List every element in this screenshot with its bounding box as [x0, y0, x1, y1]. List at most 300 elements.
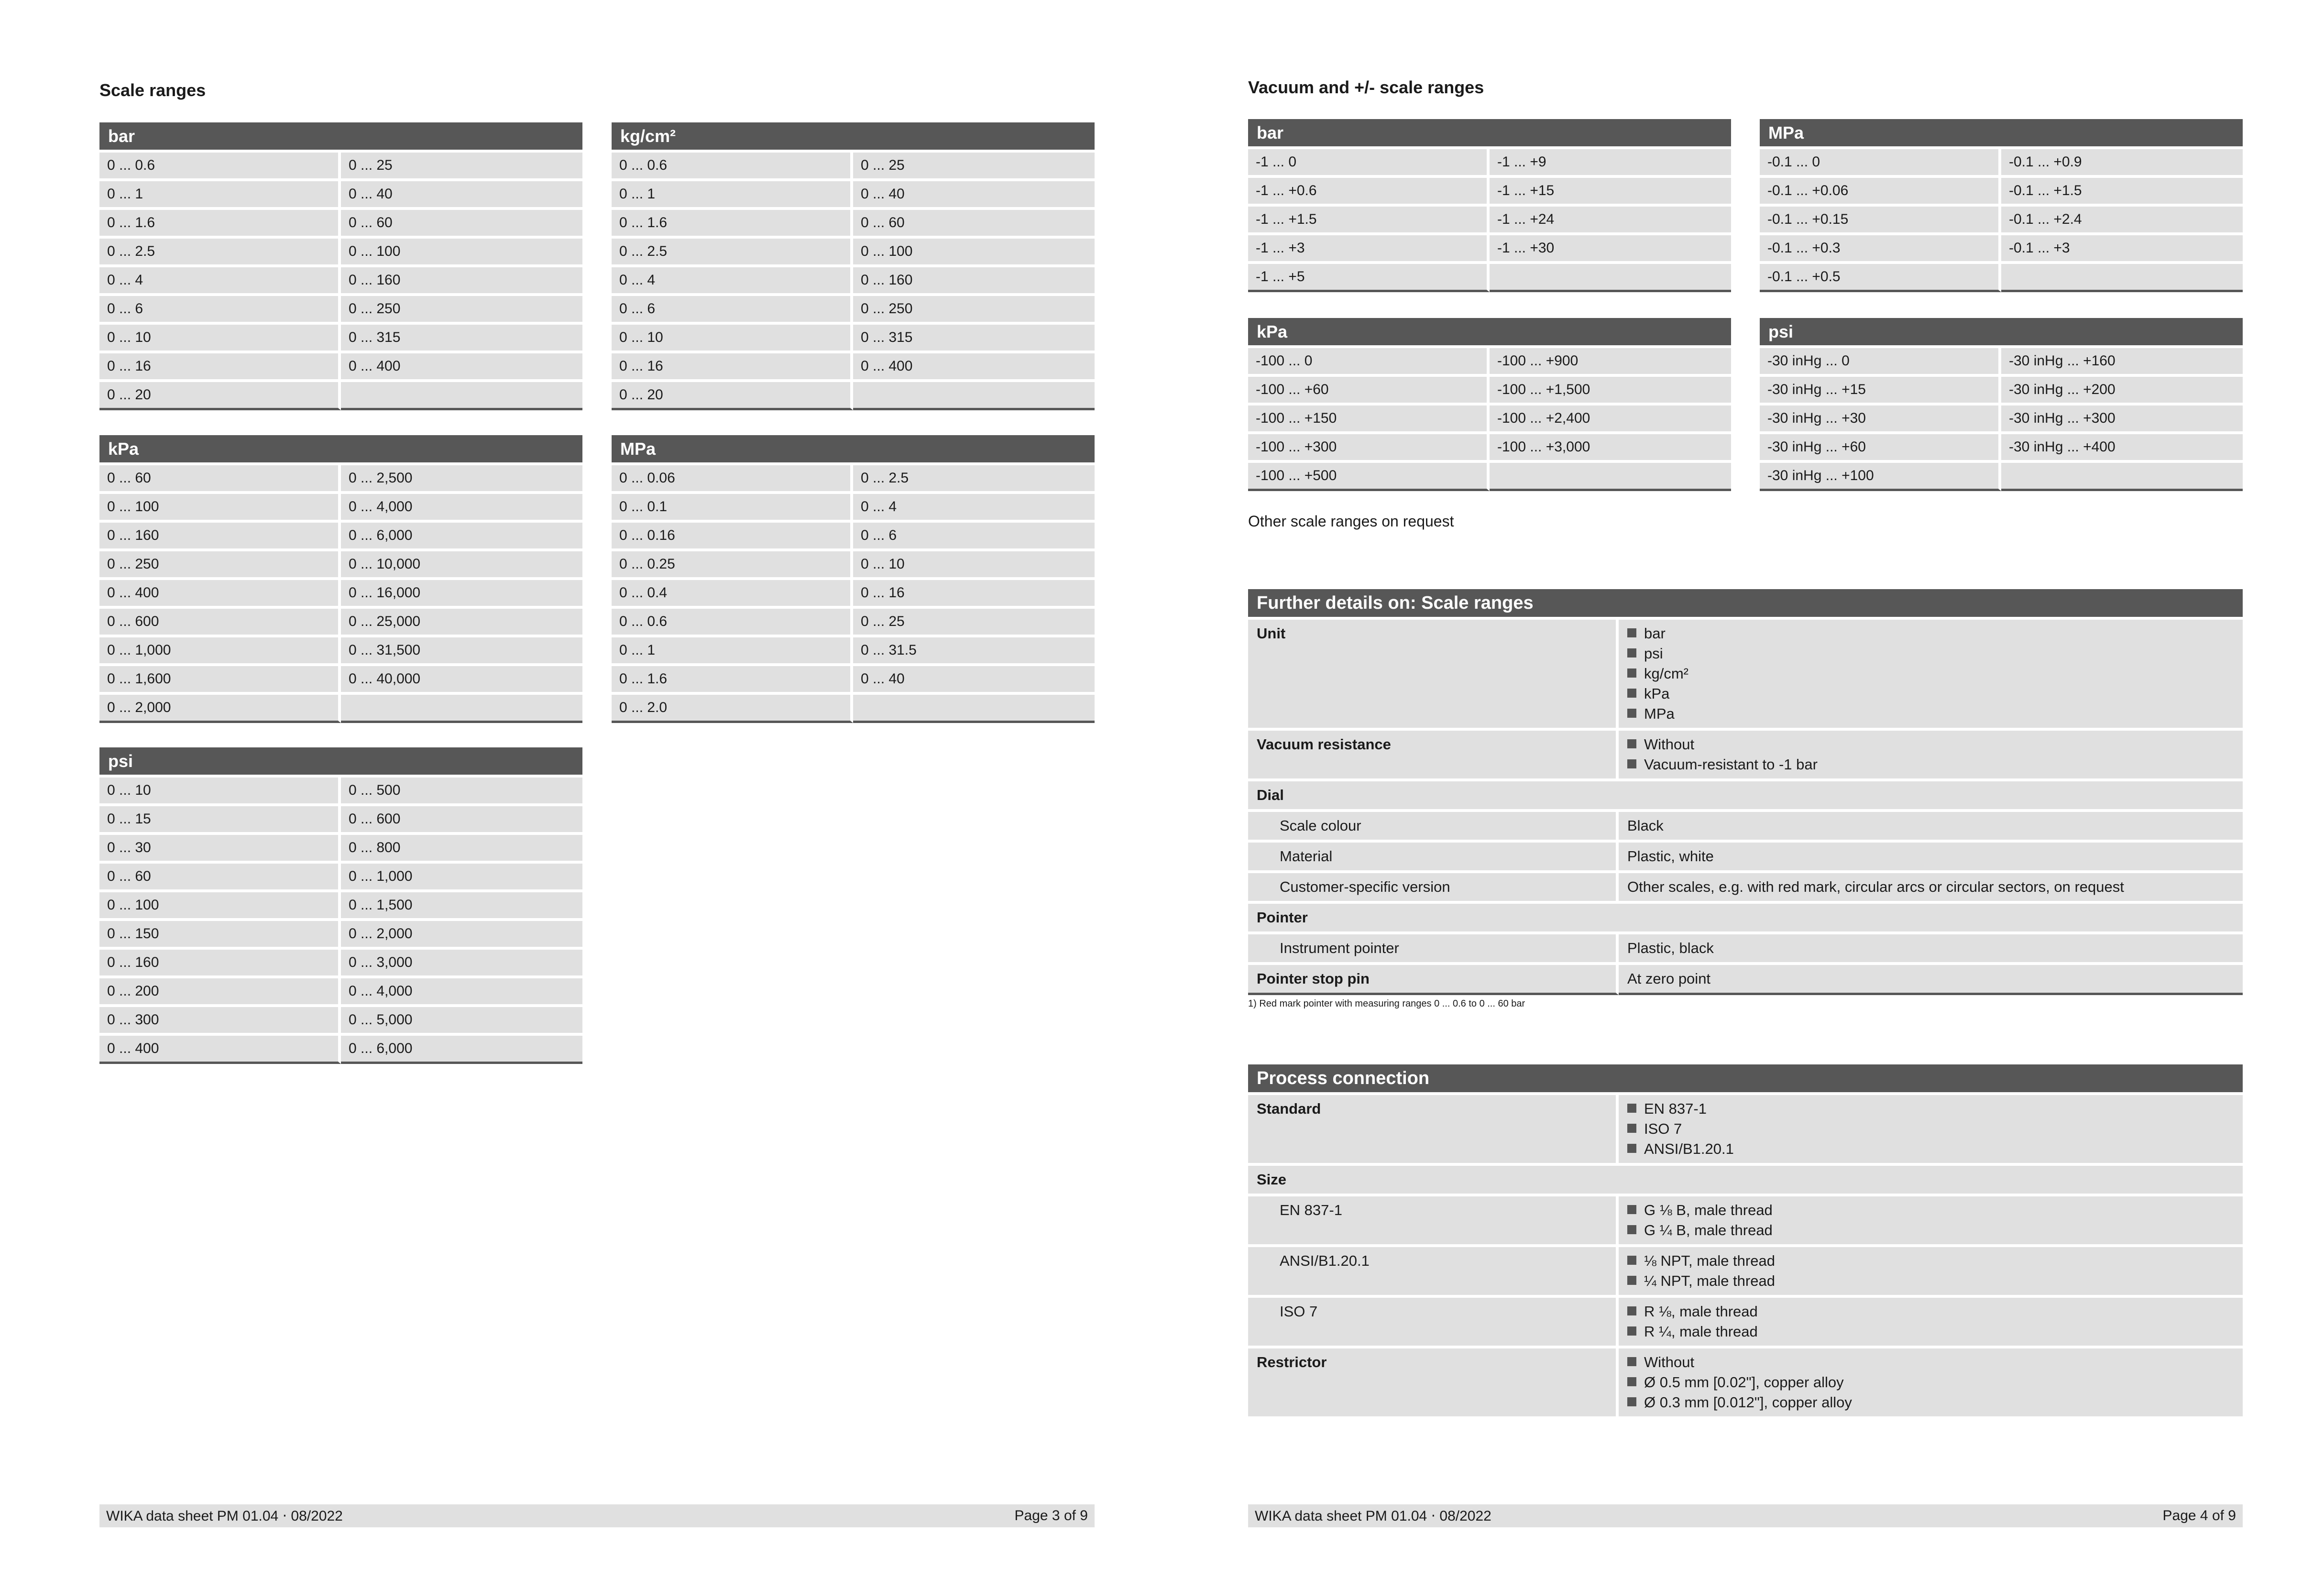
table-row — [1248, 264, 1731, 292]
range-cell: 0 ... 4 — [612, 267, 853, 293]
range-cell: 0 ... 10 — [612, 325, 853, 351]
range-cell: -30 inHg ... +400 — [2001, 434, 2243, 460]
table-row — [99, 239, 582, 264]
range-cell: 0 ... 3,000 — [341, 950, 582, 975]
range-cell: 0 ... 6 — [612, 296, 853, 322]
table-row — [99, 921, 582, 947]
range-cell: 0 ... 400 — [853, 353, 1095, 379]
range-cell: -100 ... +60 — [1248, 377, 1490, 403]
range-cell: -0.1 ... 0 — [1760, 149, 2001, 175]
table-row — [99, 1036, 582, 1064]
range-cell: 0 ... 500 — [341, 778, 582, 803]
range-cell: 0 ... 250 — [341, 296, 582, 322]
list-item — [1627, 664, 2234, 684]
section-title-scale-ranges: Scale ranges — [99, 80, 206, 100]
footer-page-number: Page 3 of 9 — [1014, 1508, 1088, 1523]
list-item — [1627, 624, 2234, 644]
range-cell — [853, 695, 1095, 723]
range-cell: -30 inHg ... 0 — [1760, 348, 2001, 374]
pointer-stop-pin-value: At zero point — [1619, 965, 2243, 995]
table-psi — [99, 745, 582, 1067]
table-row — [99, 353, 582, 379]
table-row — [99, 523, 582, 548]
list-item — [1627, 1352, 2234, 1372]
table-row — [99, 806, 582, 832]
table-row — [1760, 178, 2243, 204]
bullet-square-icon — [1627, 1256, 1636, 1265]
table-row — [1248, 149, 1731, 175]
table-bar — [99, 120, 582, 413]
bullet-square-icon — [1627, 1377, 1636, 1386]
table-row — [1248, 405, 1731, 431]
table-row — [99, 296, 582, 322]
other-scale-note: Other scale ranges on request — [1248, 513, 1454, 530]
table-row — [612, 153, 1095, 178]
range-cell: -30 inHg ... +60 — [1760, 434, 2001, 460]
bullet-square-icon — [1627, 648, 1636, 658]
range-cell: -0.1 ... +0.3 — [1760, 235, 2001, 261]
table-row — [612, 210, 1095, 236]
scale-colour-value: Black — [1619, 812, 2243, 840]
range-cell: 0 ... 6 — [99, 296, 341, 322]
range-cell: 0 ... 16 — [99, 353, 341, 379]
range-cell: 0 ... 16 — [612, 353, 853, 379]
list-item-text: G ¼ B, male thread — [1644, 1222, 1773, 1238]
range-cell: 0 ... 1.6 — [612, 666, 853, 692]
list-item — [1627, 1139, 2234, 1159]
table-header: kPa — [1248, 318, 1731, 345]
range-cell: 0 ... 60 — [99, 864, 341, 889]
range-cell: 0 ... 40,000 — [341, 666, 582, 692]
table-row — [1248, 207, 1731, 232]
range-cell: 0 ... 0.1 — [612, 494, 853, 520]
range-cell: -1 ... +30 — [1490, 235, 1731, 261]
list-item — [1627, 734, 2234, 755]
range-cell: -100 ... +2,400 — [1490, 405, 1731, 431]
list-item — [1627, 1271, 2234, 1291]
table-row — [99, 695, 582, 723]
range-cell: 0 ... 160 — [853, 267, 1095, 293]
bullet-square-icon — [1627, 759, 1636, 768]
table-row — [99, 637, 582, 663]
range-cell: -30 inHg ... +15 — [1760, 377, 2001, 403]
table-row — [1248, 348, 1731, 374]
range-cell: -100 ... +3,000 — [1490, 434, 1731, 460]
range-cell: -1 ... +0.6 — [1248, 178, 1490, 204]
table-header: kPa — [99, 435, 582, 462]
range-cell: -0.1 ... +3 — [2001, 235, 2243, 261]
range-cell — [2001, 264, 2243, 292]
table-row — [99, 267, 582, 293]
table-row — [99, 892, 582, 918]
range-cell: 0 ... 315 — [853, 325, 1095, 351]
range-cell: 0 ... 20 — [612, 382, 853, 410]
list-item-text: R ¼, male thread — [1644, 1323, 1758, 1340]
table-row — [99, 864, 582, 889]
instrument-pointer-value: Plastic, black — [1619, 934, 2243, 962]
table-header: bar — [99, 122, 582, 150]
table-header: MPa — [612, 435, 1095, 462]
range-cell: 0 ... 1,000 — [341, 864, 582, 889]
range-cell: 0 ... 2.5 — [612, 239, 853, 264]
bullet-square-icon — [1627, 739, 1636, 748]
table-row — [612, 523, 1095, 548]
range-cell: 0 ... 60 — [853, 210, 1095, 236]
range-cell: -0.1 ... +1.5 — [2001, 178, 2243, 204]
bullet-square-icon — [1627, 709, 1636, 718]
range-cell: -100 ... 0 — [1248, 348, 1490, 374]
table-kpa — [99, 432, 582, 726]
list-item-text: kg/cm² — [1644, 665, 1688, 682]
restrictor-label: Restrictor — [1248, 1348, 1619, 1416]
range-cell: 0 ... 600 — [99, 609, 341, 635]
section-title-vacuum: Vacuum and +/- scale ranges — [1248, 77, 1484, 97]
table-header: psi — [99, 747, 582, 775]
table-mpa — [612, 432, 1095, 726]
list-item-text: bar — [1644, 625, 1666, 642]
table-row — [1760, 235, 2243, 261]
size-ansi-label: ANSI/B1.20.1 — [1248, 1247, 1619, 1295]
range-cell: 0 ... 4,000 — [341, 978, 582, 1004]
bullet-square-icon — [1627, 1326, 1636, 1336]
range-cell: 0 ... 2,500 — [341, 465, 582, 491]
table-row — [99, 210, 582, 236]
range-cell: 0 ... 10 — [853, 551, 1095, 577]
footnote: 1) Red mark pointer with measuring ranges 0 ... 0.6 to 0 ... 60 bar — [1248, 998, 1525, 1009]
range-cell: 0 ... 20 — [99, 382, 341, 410]
range-cell: 0 ... 1 — [612, 637, 853, 663]
range-cell: 0 ... 250 — [853, 296, 1095, 322]
range-cell: 0 ... 160 — [99, 523, 341, 548]
table-row — [1760, 434, 2243, 460]
range-cell: 0 ... 6,000 — [341, 1036, 582, 1064]
unit-list — [1619, 620, 2243, 728]
customer-version-label: Customer-specific version — [1248, 873, 1619, 901]
table-header: kg/cm² — [612, 122, 1095, 150]
range-cell: 0 ... 0.16 — [612, 523, 853, 548]
range-cell: 0 ... 2,000 — [341, 921, 582, 947]
table-row — [612, 267, 1095, 293]
list-item — [1627, 1372, 2234, 1392]
material-value: Plastic, white — [1619, 843, 2243, 870]
range-cell: 0 ... 0.6 — [612, 153, 853, 178]
table-vac-mpa — [1760, 116, 2243, 295]
list-item-text: Ø 0.3 mm [0.012"], copper alloy — [1644, 1394, 1852, 1411]
range-cell: -30 inHg ... +300 — [2001, 405, 2243, 431]
table-header: MPa — [1760, 119, 2243, 146]
range-cell: 0 ... 6,000 — [341, 523, 582, 548]
table-row — [1760, 405, 2243, 431]
range-cell: -1 ... +24 — [1490, 207, 1731, 232]
range-cell: 0 ... 1,600 — [99, 666, 341, 692]
range-cell: 0 ... 15 — [99, 806, 341, 832]
range-cell: 0 ... 2.5 — [853, 465, 1095, 491]
table-row — [612, 666, 1095, 692]
range-cell: 0 ... 1.6 — [612, 210, 853, 236]
range-cell: 0 ... 100 — [341, 239, 582, 264]
table-row — [1760, 463, 2243, 491]
range-cell: 0 ... 10 — [99, 778, 341, 803]
table-row — [99, 325, 582, 351]
list-item-text: G ⅛ B, male thread — [1644, 1202, 1773, 1218]
range-cell: 0 ... 160 — [341, 267, 582, 293]
range-cell: 0 ... 100 — [99, 494, 341, 520]
range-cell: 0 ... 400 — [341, 353, 582, 379]
bullet-square-icon — [1627, 1306, 1636, 1315]
table-row — [1248, 178, 1731, 204]
range-cell: 0 ... 315 — [341, 325, 582, 351]
bullet-square-icon — [1627, 628, 1636, 637]
range-cell: 0 ... 400 — [99, 580, 341, 606]
range-cell: 0 ... 2,000 — [99, 695, 341, 723]
table-row — [1760, 264, 2243, 292]
customer-version-value: Other scales, e.g. with red mark, circular arcs or circular sectors, on request — [1619, 873, 2243, 901]
range-cell — [2001, 463, 2243, 491]
range-cell: 0 ... 16 — [853, 580, 1095, 606]
range-cell: -1 ... 0 — [1248, 149, 1490, 175]
list-item-text: Ø 0.5 mm [0.02"], copper alloy — [1644, 1374, 1844, 1391]
table-row — [612, 353, 1095, 379]
list-item-text: R ⅛, male thread — [1644, 1303, 1758, 1320]
range-cell: 0 ... 250 — [99, 551, 341, 577]
list-item-text: ¼ NPT, male thread — [1644, 1272, 1775, 1289]
size-iso-list — [1619, 1298, 2243, 1346]
list-item — [1627, 1392, 2234, 1413]
table-row — [99, 1007, 582, 1033]
range-cell: 0 ... 100 — [853, 239, 1095, 264]
range-cell: 0 ... 1 — [612, 181, 853, 207]
bullet-square-icon — [1627, 1144, 1636, 1153]
range-cell: -100 ... +1,500 — [1490, 377, 1731, 403]
table-row — [612, 239, 1095, 264]
range-cell: 0 ... 4 — [99, 267, 341, 293]
range-cell: 0 ... 30 — [99, 835, 341, 861]
size-en-list — [1619, 1196, 2243, 1244]
range-cell: 0 ... 40 — [341, 181, 582, 207]
range-cell: -1 ... +15 — [1490, 178, 1731, 204]
list-item-text: MPa — [1644, 705, 1675, 722]
bullet-square-icon — [1627, 1357, 1636, 1366]
table-row — [1760, 377, 2243, 403]
vacuum-resistance-list — [1619, 731, 2243, 778]
list-item-text: Without — [1644, 736, 1695, 753]
range-cell: 0 ... 0.4 — [612, 580, 853, 606]
list-item — [1627, 1251, 2234, 1271]
size-ansi-list — [1619, 1247, 2243, 1295]
table-header: bar — [1248, 119, 1731, 146]
list-item — [1627, 1200, 2234, 1220]
range-cell: 0 ... 1,000 — [99, 637, 341, 663]
table-row — [1248, 463, 1731, 491]
range-cell: 0 ... 100 — [99, 892, 341, 918]
range-cell: 0 ... 200 — [99, 978, 341, 1004]
range-cell: 0 ... 0.25 — [612, 551, 853, 577]
range-cell: 0 ... 1.6 — [99, 210, 341, 236]
size-en-label: EN 837-1 — [1248, 1196, 1619, 1244]
table-row — [99, 835, 582, 861]
list-item-text: kPa — [1644, 685, 1670, 702]
range-cell: 0 ... 0.6 — [99, 153, 341, 178]
range-cell: -0.1 ... +2.4 — [2001, 207, 2243, 232]
range-cell: 0 ... 2.5 — [99, 239, 341, 264]
table-row — [612, 494, 1095, 520]
dial-label: Dial — [1248, 781, 2243, 809]
list-item-text: Without — [1644, 1354, 1695, 1370]
size-label: Size — [1248, 1166, 2243, 1194]
table-row — [612, 580, 1095, 606]
page-footer — [1248, 1504, 2243, 1527]
table-row — [612, 382, 1095, 410]
range-cell: -0.1 ... +0.5 — [1760, 264, 2001, 292]
range-cell: 0 ... 10,000 — [341, 551, 582, 577]
range-cell — [1490, 463, 1731, 491]
list-item — [1627, 1220, 2234, 1240]
material-label: Material — [1248, 843, 1619, 870]
table-row — [612, 325, 1095, 351]
range-cell: 0 ... 150 — [99, 921, 341, 947]
process-connection-header: Process connection — [1248, 1064, 2243, 1092]
range-cell: 0 ... 31.5 — [853, 637, 1095, 663]
range-cell: -100 ... +500 — [1248, 463, 1490, 491]
table-row — [99, 978, 582, 1004]
table-row — [1248, 235, 1731, 261]
range-cell: -100 ... +300 — [1248, 434, 1490, 460]
table-row — [99, 551, 582, 577]
list-item-text: ANSI/B1.20.1 — [1644, 1140, 1734, 1157]
table-row — [99, 382, 582, 410]
list-item — [1627, 1322, 2234, 1342]
footer-doc-id: WIKA data sheet PM 01.04 ⋅ 08/2022 — [1255, 1508, 1491, 1524]
table-header: psi — [1760, 318, 2243, 345]
table-row — [99, 778, 582, 803]
range-cell: 0 ... 5,000 — [341, 1007, 582, 1033]
table-row — [99, 153, 582, 178]
range-cell: -30 inHg ... +100 — [1760, 463, 2001, 491]
list-item-text: ISO 7 — [1644, 1120, 1682, 1137]
footer-page-number: Page 4 of 9 — [2162, 1508, 2236, 1523]
list-item-text: Vacuum-resistant to -1 bar — [1644, 756, 1818, 773]
list-item — [1627, 644, 2234, 664]
scale-colour-label: Scale colour — [1248, 812, 1619, 840]
range-cell: 0 ... 16,000 — [341, 580, 582, 606]
bullet-square-icon — [1627, 1124, 1636, 1133]
range-cell: 0 ... 25 — [853, 609, 1095, 635]
range-cell: 0 ... 4 — [853, 494, 1095, 520]
bullet-square-icon — [1627, 689, 1636, 698]
range-cell: 0 ... 4,000 — [341, 494, 582, 520]
table-row — [612, 551, 1095, 577]
range-cell: -0.1 ... +0.9 — [2001, 149, 2243, 175]
vacuum-resistance-label: Vacuum resistance — [1248, 731, 1619, 778]
page-4 — [1162, 0, 2324, 1578]
bullet-square-icon — [1627, 1397, 1636, 1406]
table-row — [99, 580, 582, 606]
table-row — [1248, 434, 1731, 460]
range-cell: 0 ... 300 — [99, 1007, 341, 1033]
list-item-text: EN 837-1 — [1644, 1100, 1707, 1117]
range-cell: 0 ... 10 — [99, 325, 341, 351]
standard-list — [1619, 1095, 2243, 1163]
range-cell: -1 ... +9 — [1490, 149, 1731, 175]
table-row — [99, 181, 582, 207]
range-cell: 0 ... 25,000 — [341, 609, 582, 635]
range-cell: -30 inHg ... +200 — [2001, 377, 2243, 403]
standard-label: Standard — [1248, 1095, 1619, 1163]
table-row — [612, 637, 1095, 663]
range-cell: -1 ... +3 — [1248, 235, 1490, 261]
table-row — [99, 666, 582, 692]
range-cell — [1490, 264, 1731, 292]
range-cell: -1 ... +1.5 — [1248, 207, 1490, 232]
page-footer — [99, 1504, 1095, 1527]
bullet-square-icon — [1627, 1276, 1636, 1285]
range-cell: 0 ... 0.6 — [612, 609, 853, 635]
range-cell: 0 ... 60 — [99, 465, 341, 491]
range-cell: 0 ... 25 — [853, 153, 1095, 178]
list-item — [1627, 1302, 2234, 1322]
range-cell: -0.1 ... +0.15 — [1760, 207, 2001, 232]
list-item — [1627, 755, 2234, 775]
range-cell: 0 ... 1,500 — [341, 892, 582, 918]
table-row — [99, 465, 582, 491]
range-cell: 0 ... 1 — [99, 181, 341, 207]
further-details-header: Further details on: Scale ranges — [1248, 589, 2243, 617]
range-cell — [853, 382, 1095, 410]
range-cell: 0 ... 25 — [341, 153, 582, 178]
list-item-text: ⅛ NPT, male thread — [1644, 1252, 1775, 1269]
table-kgcm2 — [612, 120, 1095, 413]
restrictor-list — [1619, 1348, 2243, 1416]
table-row — [1760, 149, 2243, 175]
table-vac-kpa — [1248, 315, 1731, 494]
range-cell: 0 ... 2.0 — [612, 695, 853, 723]
range-cell: -30 inHg ... +30 — [1760, 405, 2001, 431]
table-row — [612, 695, 1095, 723]
range-cell: 0 ... 800 — [341, 835, 582, 861]
range-cell: 0 ... 31,500 — [341, 637, 582, 663]
range-cell: -100 ... +900 — [1490, 348, 1731, 374]
bullet-square-icon — [1627, 1225, 1636, 1234]
table-row — [99, 950, 582, 975]
table-row — [1760, 348, 2243, 374]
table-row — [612, 609, 1095, 635]
process-connection-table — [1248, 1062, 2243, 1419]
table-row — [612, 465, 1095, 491]
bullet-square-icon — [1627, 1205, 1636, 1214]
range-cell: 0 ... 40 — [853, 181, 1095, 207]
pointer-label: Pointer — [1248, 904, 2243, 931]
range-cell: -1 ... +5 — [1248, 264, 1490, 292]
table-row — [1248, 377, 1731, 403]
bullet-square-icon — [1627, 1104, 1636, 1113]
range-cell: 0 ... 6 — [853, 523, 1095, 548]
table-row — [1760, 207, 2243, 232]
table-row — [612, 181, 1095, 207]
range-cell: -30 inHg ... +160 — [2001, 348, 2243, 374]
range-cell — [341, 695, 582, 723]
range-cell: 0 ... 40 — [853, 666, 1095, 692]
range-cell: 0 ... 60 — [341, 210, 582, 236]
range-cell: 0 ... 600 — [341, 806, 582, 832]
range-cell: 0 ... 400 — [99, 1036, 341, 1064]
list-item — [1627, 704, 2234, 724]
table-row — [612, 296, 1095, 322]
table-row — [99, 494, 582, 520]
list-item — [1627, 684, 2234, 704]
size-iso-label: ISO 7 — [1248, 1298, 1619, 1346]
table-vac-bar — [1248, 116, 1731, 295]
further-details-table — [1248, 586, 2243, 998]
